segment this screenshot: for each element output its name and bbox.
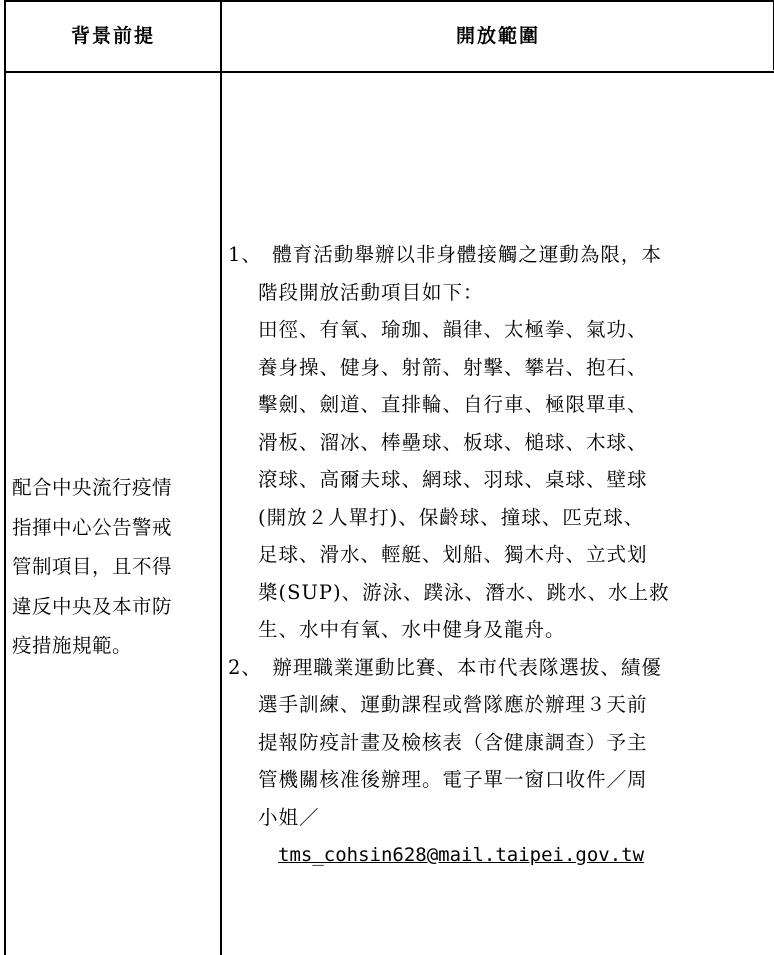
item-number: 1、 [228,243,262,266]
header-background: 背景前提 [70,25,155,47]
item-line: 提報防疫計畫及檢核表（含健康調查）予主 [258,730,648,754]
background-cell [12,468,218,666]
email-line [258,836,774,874]
policy-table [4,0,774,955]
scope-cell [228,236,774,874]
background-line: 指揮中心公告警戒 [12,515,173,539]
item-line: 辦理職業運動比賽、本市代表隊選拔、績優 [258,655,662,679]
item-line: (開放２人單打)、保齡球、撞球、匹克球、 [258,505,645,529]
background-line: 疫措施規範。 [12,634,133,657]
scope-item-1 [228,236,774,649]
item-line: 滑板、溜冰、棒壘球、板球、槌球、木球、 [258,430,648,454]
background-line: 配合中央流行疫情 [12,476,173,499]
item-line: 足球、滑水、輕艇、划船、獨木舟、立式划 [258,543,648,566]
background-line: 管制項目，且不得 [12,555,173,578]
item-line: 體育活動舉辦以非身體接觸之運動為限，本 [258,243,662,266]
scope-item-2 [228,649,774,874]
item-line: 田徑、有氧、瑜珈、韻律、太極拳、氣功、 [258,318,648,341]
item-number: 2、 [228,655,262,679]
header-scope: 開放範圍 [455,25,540,47]
item-line: 槳(SUP)、游泳、蹼泳、潛水、跳水、水上救 [258,580,670,604]
background-line: 違反中央及本市防 [12,594,173,618]
item-line: 生、水中有氧、水中健身及龍舟。 [258,618,566,641]
item-line: 管機關核准後辦理。電子單一窗口收件／周 [258,768,648,791]
item-line: 小姐／ [258,805,320,829]
item-line: 選手訓練、運動課程或營隊應於辦理３天前 [258,693,648,716]
item-line: 階段開放活動項目如下： [258,280,484,304]
contact-email-link[interactable]: tms_cohsin628@mail.taipei.gov.tw [278,844,645,866]
item-line: 擊劍、劍道、直排輪、自行車、極限單車、 [258,393,648,416]
item-line: 滾球、高爾夫球、網球、羽球、桌球、壁球 [258,468,648,491]
column-divider [220,2,222,955]
table-header-row [6,2,774,73]
item-line: 養身操、健身、射箭、射擊、攀岩、抱石、 [258,355,648,379]
